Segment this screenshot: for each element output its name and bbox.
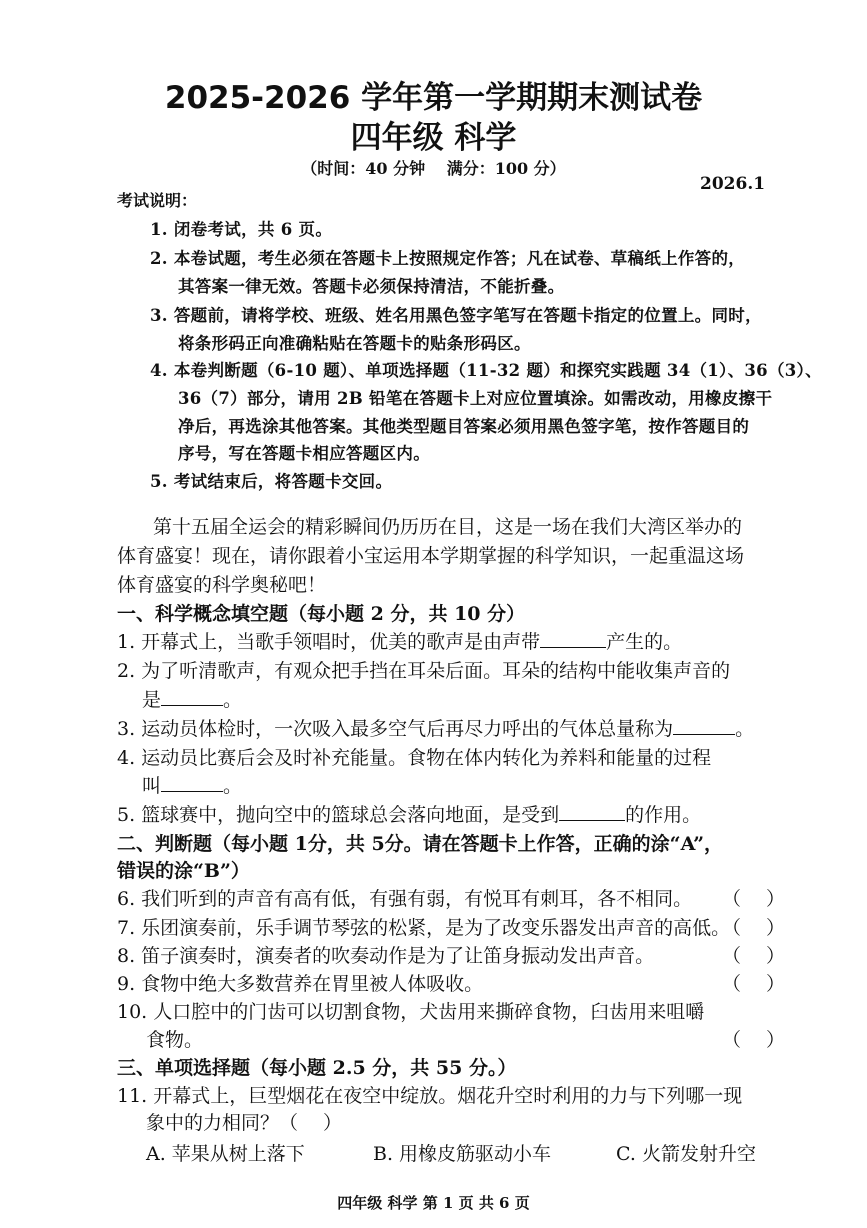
section3-heading: 三、单项选择题（每小题 2.5 分，共 55 分。） <box>117 1057 517 1079</box>
question-text: 的作用。 <box>625 804 702 826</box>
question-1 <box>117 627 682 654</box>
question-text: 叫 <box>142 775 162 797</box>
question-9: 9. 食物中绝大多数营养在胃里被人体吸收。 <box>117 973 484 995</box>
intro-line: 体育盛宴！现在，请你跟着小宝运用本学期掌握的科学知识，一起重温这场 <box>117 545 745 567</box>
question-8: 8. 笛子演奏时，演奏者的吹奏动作是为了让笛身振动发出声音。 <box>117 945 655 967</box>
answer-blank <box>559 802 625 821</box>
note-line: 其答案一律无效。答题卡必须保持清洁，不能折叠。 <box>178 277 565 296</box>
option-c: C. 火箭发射升空 <box>616 1143 756 1165</box>
note-line: 将条形码正向准确粘贴在答题卡的贴条形码区。 <box>178 334 531 353</box>
question-7: 7. 乐团演奏前，乐手调节琴弦的松紧，是为了改变乐器发出声音的高低。 <box>117 917 731 939</box>
answer-blank <box>161 687 223 706</box>
section2-heading-cont: 错误的涂“B”） <box>117 860 250 882</box>
question-11: 11. 开幕式上，巨型烟花在夜空中绽放。烟花升空时利用的力与下列哪一现 <box>117 1085 743 1107</box>
question-10-cont: 食物。 <box>146 1029 204 1051</box>
question-text: 。 <box>223 775 243 797</box>
option-a: A. 苹果从树上落下 <box>146 1143 305 1165</box>
question-text: 5. 篮球赛中，抛向空中的篮球总会落向地面，是受到 <box>117 804 560 826</box>
note-line: 4. 本卷判断题（6-10 题）、单项选择题（11-32 题）和探究实践题 34（1）、36（3）、 <box>150 361 822 380</box>
question-text: 3. 运动员体检时，一次吸入最多空气后再尽力呼出的气体总量称为 <box>117 718 674 740</box>
question-text: 产生的。 <box>606 631 683 653</box>
section2-heading: 二、判断题（每小题 1分，共 5分。请在答题卡上作答，正确的涂“A”， <box>117 833 724 855</box>
exam-time-info: （时间：40 分钟 满分：100 分） <box>301 159 566 178</box>
question-text: 1. 开幕式上，当歌手领唱时，优美的歌声是由声带 <box>117 631 541 653</box>
note-line: 5. 考试结束后，将答题卡交回。 <box>150 472 393 491</box>
answer-paren: （ ） <box>722 917 786 939</box>
question-3 <box>117 714 754 741</box>
section1-heading: 一、科学概念填空题（每小题 2 分，共 10 分） <box>117 603 526 625</box>
question-text: 是 <box>142 689 162 711</box>
exam-date: 2026.1 <box>700 174 766 194</box>
answer-paren: （ ） <box>722 888 786 910</box>
page-footer: 四年级 科学 第 1 页 共 6 页 <box>337 1194 530 1212</box>
note-line: 序号，写在答题卡相应答题区内。 <box>178 444 430 463</box>
question-6: 6. 我们听到的声音有高有低，有强有弱，有悦耳有刺耳，各不相同。 <box>117 888 693 910</box>
note-line: 3. 答题前，请将学校、班级、姓名用黑色签字笔写在答题卡指定的位置上。同时， <box>150 306 762 325</box>
question-2-cont <box>142 685 242 712</box>
question-4-cont <box>142 771 242 798</box>
question-text: 。 <box>223 689 243 711</box>
answer-paren: （ ） <box>722 973 786 995</box>
intro-line: 体育盛宴的科学奥秘吧！ <box>117 574 327 596</box>
answer-blank <box>161 773 223 792</box>
note-line: 净后，再选涂其他答案。其他类型题目答案必须用黑色签字笔，按作答题目的 <box>178 417 750 436</box>
question-5 <box>117 800 701 827</box>
note-line: 2. 本卷试题，考生必须在答题卡上按照规定作答；凡在试卷、草稿纸上作答的， <box>150 249 746 268</box>
answer-paren: （ ） <box>722 1029 786 1051</box>
question-10: 10. 人口腔中的门齿可以切割食物，犬齿用来撕碎食物，臼齿用来咀嚼 <box>117 1001 705 1023</box>
note-line: 1. 闭卷考试，共 6 页。 <box>150 220 333 239</box>
answer-blank <box>540 629 606 648</box>
question-4: 4. 运动员比赛后会及时补充能量。食物在体内转化为养料和能量的过程 <box>117 747 712 769</box>
answer-paren: （ ） <box>722 945 786 967</box>
notes-title: 考试说明： <box>117 191 198 210</box>
question-text: 。 <box>735 718 755 740</box>
question-2: 2. 为了听清歌声，有观众把手挡在耳朵后面。耳朵的结构中能收集声音的 <box>117 660 731 682</box>
exam-title: 2025-2026 学年第一学期期末测试卷 <box>164 80 703 116</box>
exam-subtitle: 四年级 科学 <box>350 120 517 156</box>
question-11-cont: 象中的力相同？（ ） <box>146 1112 343 1134</box>
intro-line: 第十五届全运会的精彩瞬间仍历历在目，这是一场在我们大湾区举办的 <box>153 516 743 538</box>
answer-blank <box>673 716 735 735</box>
option-b: B. 用橡皮筋驱动小车 <box>373 1143 552 1165</box>
note-line: 36（7）部分，请用 2B 铅笔在答题卡上对应位置填涂。如需改动，用橡皮擦干 <box>178 389 773 408</box>
